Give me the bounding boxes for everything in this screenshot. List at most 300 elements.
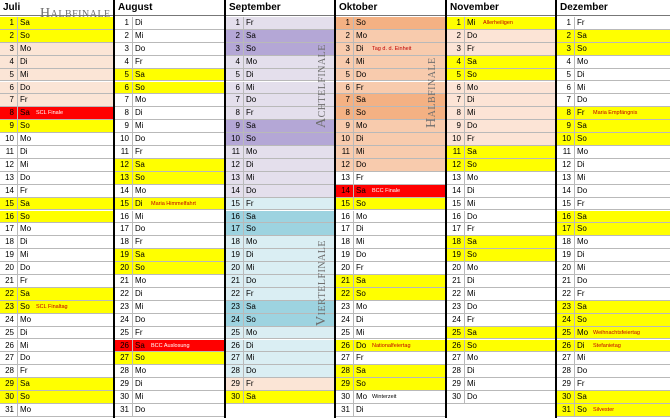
day-row	[557, 365, 670, 378]
weekday: Sa	[353, 275, 370, 287]
day-number: 17	[452, 224, 461, 234]
day-number: 7	[9, 95, 14, 105]
day-number: 15	[120, 198, 129, 208]
day-number: 6	[235, 82, 240, 92]
day-row	[115, 404, 224, 417]
day-number: 8	[124, 108, 129, 118]
stage-label-viertelfinale: Viertelfinale	[314, 240, 329, 326]
weekday: Do	[464, 30, 481, 42]
day-row	[0, 262, 113, 275]
day-row	[226, 378, 334, 391]
weekday: Fr	[574, 107, 591, 119]
day-number: 1	[9, 18, 14, 27]
weekday: Mi	[243, 352, 260, 364]
day-row	[447, 314, 555, 327]
weekday: Mo	[132, 365, 149, 377]
day-row	[557, 107, 670, 120]
weekday: Do	[353, 340, 370, 352]
day-number: 29	[452, 379, 461, 389]
weekday: Fr	[464, 314, 481, 326]
day-number: 27	[452, 353, 461, 363]
day-number: 2	[345, 30, 350, 40]
day-number: 31	[562, 405, 571, 414]
day-number: 6	[9, 82, 14, 92]
day-number: 23	[231, 301, 240, 311]
day-row	[115, 340, 224, 353]
day-number: 24	[341, 314, 350, 324]
day-row	[336, 391, 445, 404]
day-row	[115, 69, 224, 82]
day-row	[447, 223, 555, 236]
weekday: Mo	[353, 301, 370, 313]
day-row	[336, 378, 445, 391]
day-number: 7	[566, 95, 571, 105]
day-row	[557, 404, 670, 417]
weekday: Di	[243, 159, 260, 171]
day-number: 3	[235, 43, 240, 53]
day-number: 9	[235, 121, 240, 131]
weekday: Do	[243, 275, 260, 287]
weekday: Fr	[243, 288, 260, 300]
day-number: 19	[562, 250, 571, 260]
day-number: 30	[120, 392, 129, 402]
weekday: Sa	[353, 365, 370, 377]
day-number: 19	[5, 250, 14, 260]
day-row	[115, 120, 224, 133]
weekday: Di	[353, 223, 370, 235]
day-row	[0, 327, 113, 340]
weekday: Do	[17, 82, 34, 94]
day-number: 24	[562, 314, 571, 324]
month-column-august	[113, 0, 224, 418]
day-number: 22	[231, 288, 240, 298]
weekday: Sa	[464, 327, 481, 339]
day-row	[115, 56, 224, 69]
day-number: 20	[452, 263, 461, 273]
day-row	[0, 301, 113, 314]
weekday: Di	[132, 378, 149, 390]
day-number: 6	[124, 82, 129, 92]
day-number: 30	[562, 392, 571, 402]
day-row	[226, 146, 334, 159]
day-row	[0, 314, 113, 327]
weekday: Sa	[17, 17, 34, 29]
day-row	[336, 275, 445, 288]
day-row	[557, 30, 670, 43]
weekday: So	[132, 82, 149, 94]
day-number: 26	[5, 340, 14, 350]
day-row	[0, 56, 113, 69]
day-number: 24	[120, 314, 129, 324]
day-row	[0, 288, 113, 301]
weekday: Mi	[464, 198, 481, 210]
day-row	[0, 69, 113, 82]
day-row	[0, 249, 113, 262]
day-number: 7	[345, 95, 350, 105]
day-row	[447, 236, 555, 249]
day-row	[336, 133, 445, 146]
event-label: SCL Finale	[36, 110, 64, 117]
day-number: 25	[120, 327, 129, 337]
day-row	[336, 146, 445, 159]
weekday: Mi	[464, 17, 481, 29]
day-number: 6	[566, 82, 571, 92]
day-row	[226, 30, 334, 43]
weekday: So	[243, 133, 260, 145]
event-label: Nationalfeiertag	[372, 342, 411, 349]
day-number: 27	[341, 353, 350, 363]
day-row	[0, 198, 113, 211]
day-number: 5	[124, 69, 129, 79]
weekday: So	[464, 69, 481, 81]
day-number: 29	[120, 379, 129, 389]
month-column-dezember	[555, 0, 670, 418]
weekday: Di	[243, 249, 260, 261]
weekday: Fr	[132, 56, 149, 68]
weekday: Di	[464, 365, 481, 377]
day-number: 17	[231, 224, 240, 234]
weekday: Mi	[353, 236, 370, 248]
day-row	[0, 133, 113, 146]
day-row	[226, 365, 334, 378]
day-number: 11	[562, 147, 571, 156]
event-label: BCC Finale	[372, 187, 401, 194]
day-row	[557, 288, 670, 301]
weekday: Mi	[132, 30, 149, 42]
weekday: So	[464, 159, 481, 171]
stage-label-halbfinale-vertical: Halbfinale	[424, 57, 439, 128]
month-header: Dezember	[557, 0, 670, 16]
day-number: 26	[231, 340, 240, 350]
day-number: 25	[5, 327, 14, 337]
day-number: 23	[452, 301, 461, 311]
day-row	[0, 340, 113, 353]
weekday: Sa	[464, 56, 481, 68]
weekday: Mi	[574, 352, 591, 364]
day-number: 10	[231, 134, 240, 144]
day-row	[336, 249, 445, 262]
day-number: 1	[456, 18, 461, 27]
day-number: 2	[566, 30, 571, 40]
weekday: Fr	[243, 17, 260, 29]
event-label: Weihnachtsfeiertag	[593, 329, 640, 336]
day-row	[226, 198, 334, 211]
day-row	[0, 185, 113, 198]
day-number: 11	[341, 147, 350, 156]
day-row	[557, 352, 670, 365]
day-number: 14	[5, 185, 14, 195]
weekday: Do	[243, 94, 260, 106]
day-number: 1	[235, 18, 240, 27]
day-row	[447, 120, 555, 133]
day-row	[0, 352, 113, 365]
day-row	[336, 404, 445, 417]
day-row	[557, 146, 670, 159]
day-row	[557, 172, 670, 185]
day-row	[447, 43, 555, 56]
day-number: 21	[5, 276, 14, 285]
weekday: Fr	[464, 223, 481, 235]
day-number: 25	[341, 327, 350, 337]
weekday: Do	[17, 352, 34, 364]
weekday: Mi	[464, 107, 481, 119]
day-row	[336, 314, 445, 327]
day-number: 16	[452, 211, 461, 221]
day-row	[115, 198, 224, 211]
day-row	[0, 275, 113, 288]
weekday: Do	[574, 365, 591, 377]
weekday: Mo	[132, 94, 149, 106]
stage-label-achtelfinale: Achtelfinale	[314, 44, 329, 128]
weekday: Mo	[353, 211, 370, 223]
day-number: 18	[5, 237, 14, 247]
weekday: Mo	[17, 223, 34, 235]
day-row	[115, 211, 224, 224]
day-row	[557, 94, 670, 107]
day-row	[447, 172, 555, 185]
weekday: So	[353, 107, 370, 119]
weekday: Di	[17, 327, 34, 339]
weekday: Mi	[353, 56, 370, 68]
weekday: Mo	[464, 82, 481, 94]
day-number: 20	[231, 263, 240, 273]
day-number: 8	[9, 108, 14, 118]
weekday: So	[243, 314, 260, 326]
day-row	[447, 340, 555, 353]
day-row	[226, 223, 334, 236]
day-row	[0, 211, 113, 224]
weekday: Do	[243, 365, 260, 377]
day-row	[447, 30, 555, 43]
day-row	[226, 159, 334, 172]
weekday: Mo	[574, 146, 591, 158]
day-number: 29	[5, 379, 14, 389]
day-row	[115, 314, 224, 327]
day-number: 10	[120, 134, 129, 144]
day-row	[226, 391, 334, 404]
weekday: So	[574, 314, 591, 326]
day-number: 14	[452, 185, 461, 195]
day-row	[557, 17, 670, 30]
day-number: 27	[231, 353, 240, 363]
day-row	[0, 30, 113, 43]
day-number: 4	[456, 56, 461, 66]
day-row	[115, 172, 224, 185]
day-row	[336, 340, 445, 353]
weekday: Do	[464, 211, 481, 223]
day-row	[557, 159, 670, 172]
day-row	[336, 43, 445, 56]
day-number: 28	[120, 366, 129, 376]
weekday: Fr	[132, 327, 149, 339]
weekday: Sa	[243, 301, 260, 313]
weekday: Mo	[353, 120, 370, 132]
weekday: Mi	[574, 82, 591, 94]
day-row	[115, 301, 224, 314]
weekday: So	[574, 133, 591, 145]
event-label: Stefanietag	[593, 342, 621, 349]
weekday: Do	[132, 314, 149, 326]
day-number: 1	[345, 18, 350, 27]
day-row	[447, 56, 555, 69]
weekday: Do	[353, 69, 370, 81]
day-number: 26	[562, 340, 571, 350]
day-row	[226, 133, 334, 146]
day-number: 23	[341, 301, 350, 311]
event-label: SCL Finaltag	[36, 303, 68, 310]
event-label: Maria Empfängnis	[593, 110, 638, 117]
weekday: Di	[17, 56, 34, 68]
day-number: 11	[5, 147, 14, 156]
weekday: Fr	[243, 198, 260, 210]
weekday: Di	[17, 146, 34, 158]
month-header: Oktober	[336, 0, 445, 16]
day-row	[336, 185, 445, 198]
day-row	[447, 262, 555, 275]
day-number: 4	[9, 56, 14, 66]
weekday: Do	[574, 185, 591, 197]
day-row	[0, 391, 113, 404]
weekday: Do	[243, 185, 260, 197]
weekday: Fr	[353, 82, 370, 94]
day-number: 6	[345, 82, 350, 92]
day-number: 17	[341, 224, 350, 234]
weekday: Fr	[464, 43, 481, 55]
day-number: 11	[452, 147, 461, 156]
day-number: 15	[341, 198, 350, 208]
day-number: 9	[9, 121, 14, 131]
weekday: Mo	[243, 236, 260, 248]
day-number: 16	[5, 211, 14, 221]
day-row	[447, 198, 555, 211]
day-row	[447, 94, 555, 107]
day-row	[336, 327, 445, 340]
day-number: 22	[120, 288, 129, 298]
day-number: 28	[341, 366, 350, 376]
weekday: Do	[132, 404, 149, 416]
weekday: Di	[574, 340, 591, 352]
day-number: 18	[231, 237, 240, 247]
day-number: 25	[452, 327, 461, 337]
weekday: Fr	[353, 172, 370, 184]
stage-label-halbfinale: Halbfinale	[40, 6, 111, 21]
day-number: 17	[5, 224, 14, 234]
weekday: Mi	[574, 262, 591, 274]
day-row	[115, 236, 224, 249]
weekday: Di	[464, 94, 481, 106]
weekday: Mo	[132, 185, 149, 197]
day-number: 15	[5, 198, 14, 208]
day-number: 12	[5, 159, 14, 169]
weekday: Mo	[574, 327, 591, 339]
weekday: Sa	[574, 120, 591, 132]
day-row	[447, 288, 555, 301]
weekday: So	[17, 301, 34, 313]
weekday: Mo	[353, 391, 370, 403]
day-number: 16	[231, 211, 240, 221]
day-row	[447, 365, 555, 378]
day-row	[0, 94, 113, 107]
weekday: Sa	[17, 288, 34, 300]
day-number: 4	[235, 56, 240, 66]
weekday: So	[574, 43, 591, 55]
day-row	[226, 17, 334, 30]
weekday: So	[353, 198, 370, 210]
day-number: 19	[120, 250, 129, 260]
day-number: 29	[562, 379, 571, 389]
day-number: 4	[566, 56, 571, 66]
weekday: Do	[464, 301, 481, 313]
day-number: 26	[120, 340, 129, 350]
day-row	[115, 185, 224, 198]
weekday: Di	[574, 159, 591, 171]
weekday: Sa	[243, 120, 260, 132]
weekday: Sa	[132, 249, 149, 261]
weekday: Sa	[464, 236, 481, 248]
day-number: 31	[5, 405, 14, 414]
weekday: So	[353, 17, 370, 29]
day-row	[115, 17, 224, 30]
day-row	[336, 262, 445, 275]
day-number: 18	[341, 237, 350, 247]
day-row	[115, 43, 224, 56]
day-number: 23	[5, 301, 14, 311]
day-number: 12	[231, 159, 240, 169]
day-row	[447, 82, 555, 95]
day-row	[447, 249, 555, 262]
day-number: 18	[452, 237, 461, 247]
day-number: 2	[235, 30, 240, 40]
day-number: 1	[566, 18, 571, 27]
day-row	[336, 198, 445, 211]
day-number: 27	[562, 353, 571, 363]
weekday: Fr	[353, 352, 370, 364]
weekday: So	[132, 352, 149, 364]
weekday: Do	[574, 94, 591, 106]
day-row	[115, 146, 224, 159]
weekday: Di	[243, 69, 260, 81]
weekday: Mo	[464, 352, 481, 364]
weekday: Fr	[574, 17, 591, 29]
weekday: Di	[17, 236, 34, 248]
weekday: Fr	[17, 365, 34, 377]
month-header: November	[447, 0, 555, 16]
weekday: Di	[132, 198, 149, 210]
day-row	[0, 223, 113, 236]
weekday: Do	[132, 43, 149, 55]
day-row	[557, 82, 670, 95]
day-row	[557, 211, 670, 224]
day-number: 16	[341, 211, 350, 221]
day-number: 24	[231, 314, 240, 324]
day-row	[115, 94, 224, 107]
weekday: Di	[353, 314, 370, 326]
day-row	[557, 249, 670, 262]
weekday: Mo	[17, 314, 34, 326]
day-number: 8	[566, 108, 571, 118]
day-number: 21	[231, 276, 240, 285]
day-row	[336, 236, 445, 249]
month-header: September	[226, 0, 334, 16]
weekday: So	[17, 120, 34, 132]
day-number: 11	[231, 147, 240, 156]
day-number: 13	[341, 172, 350, 182]
day-number: 14	[231, 185, 240, 195]
day-row	[0, 365, 113, 378]
day-number: 3	[124, 43, 129, 53]
day-number: 20	[562, 263, 571, 273]
weekday: So	[132, 262, 149, 274]
